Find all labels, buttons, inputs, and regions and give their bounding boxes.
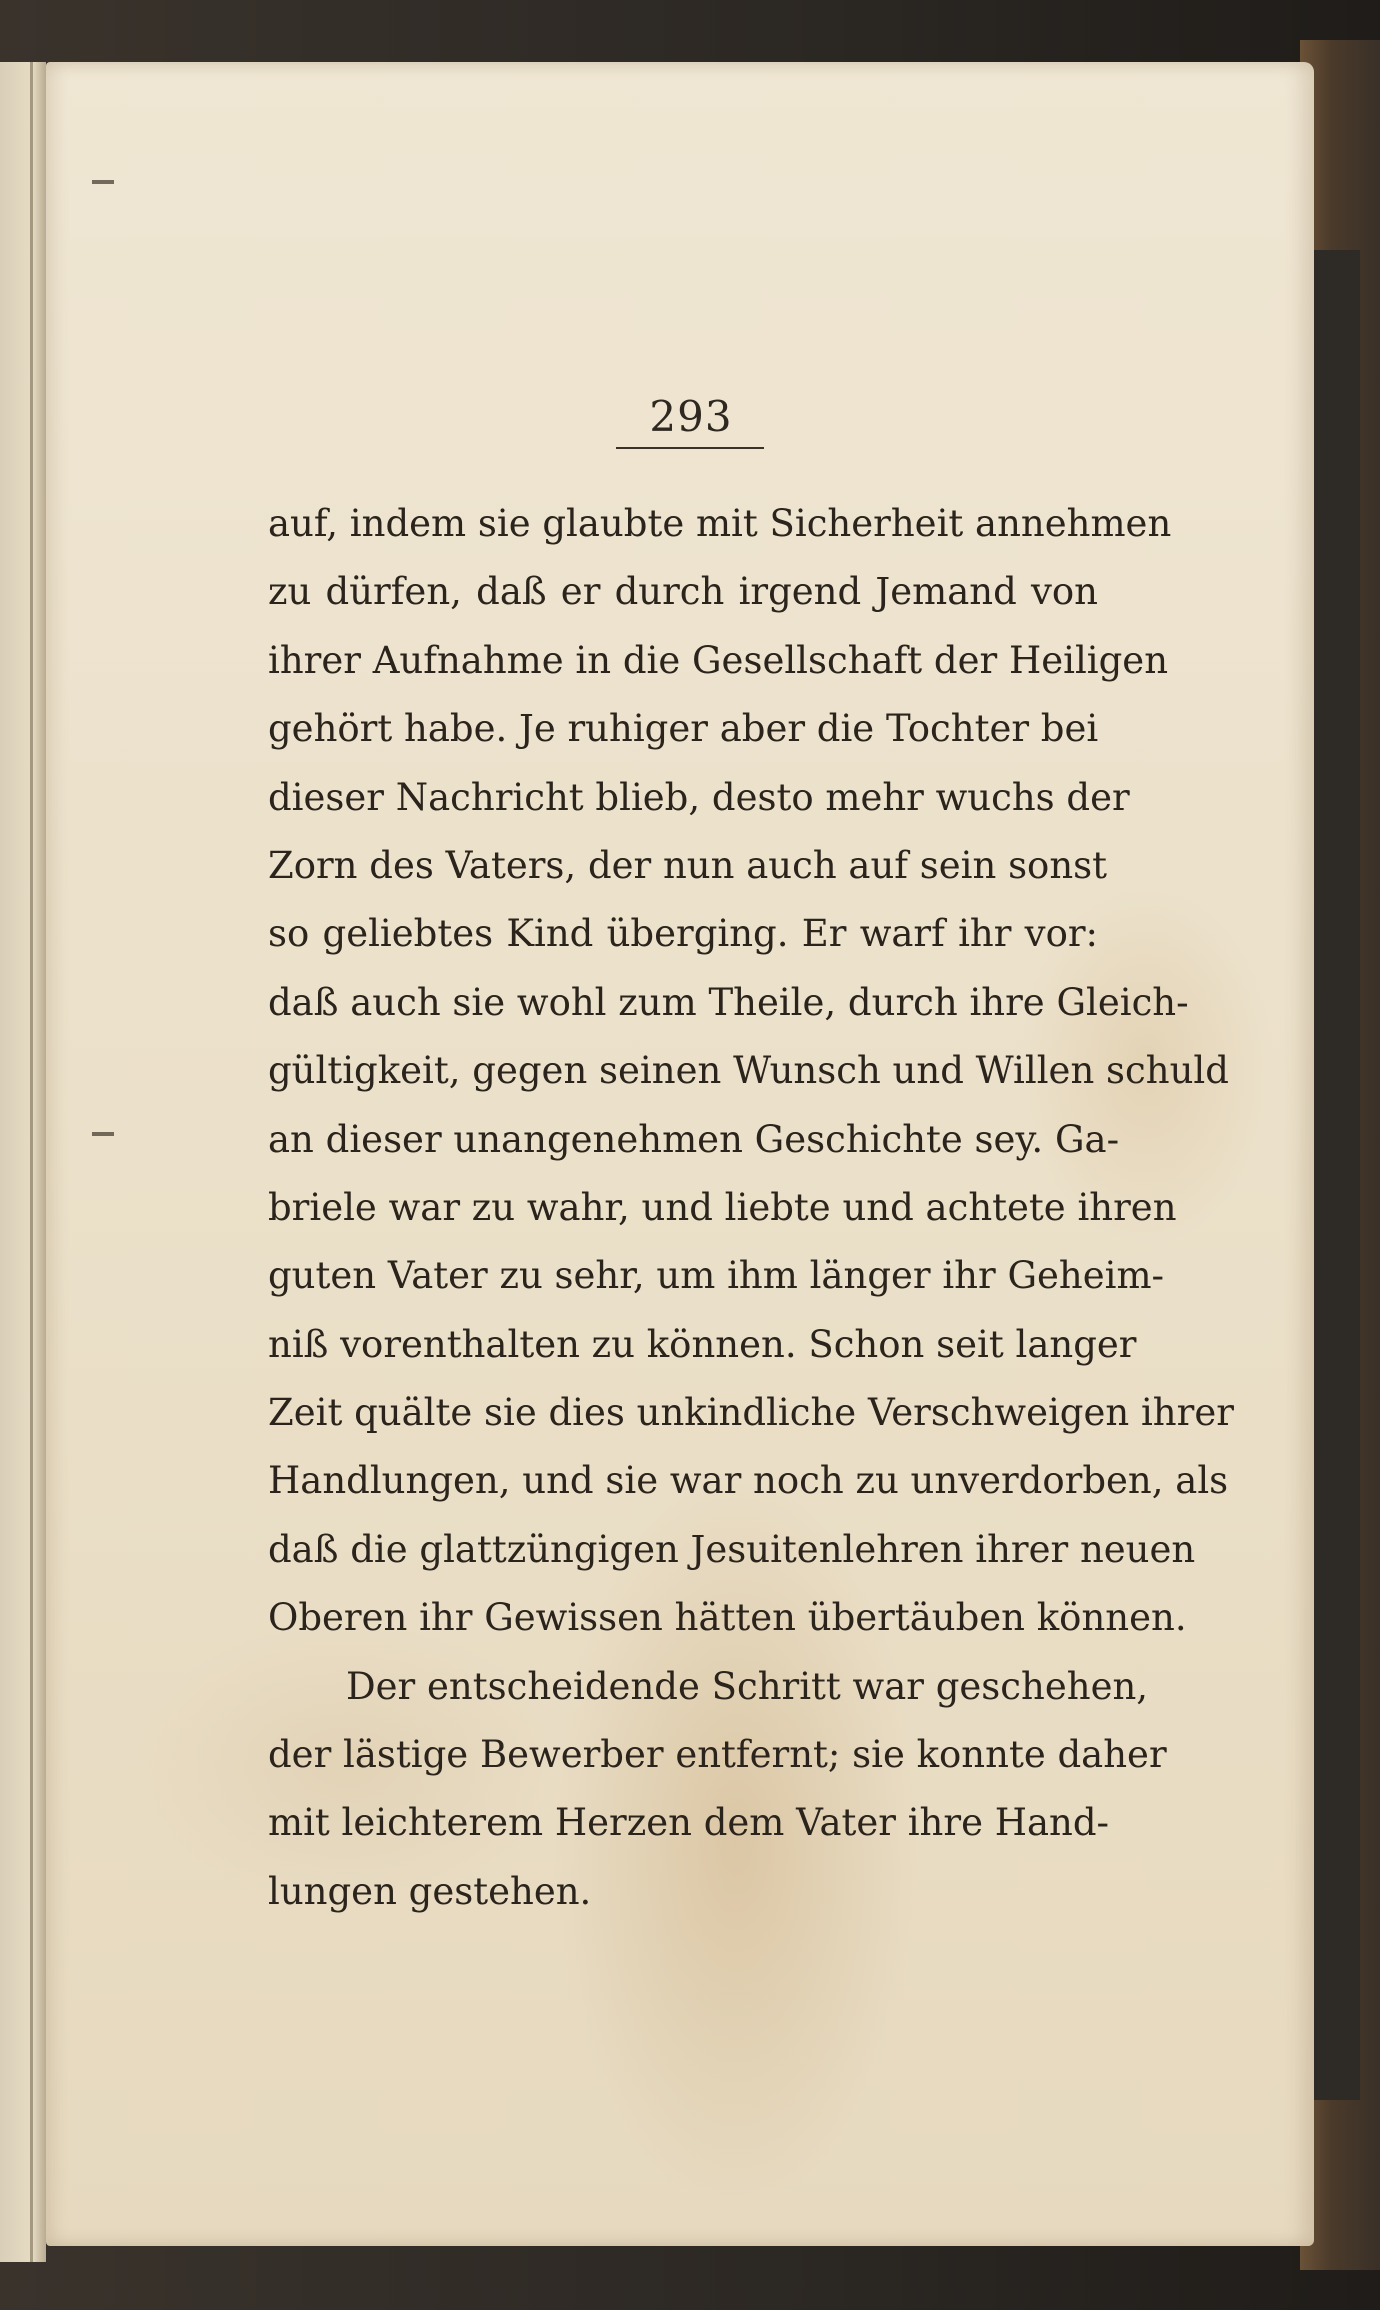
page-number: 293 (649, 392, 733, 441)
text-line: so geliebtes Kind überging. Er warf ihr vor: (268, 912, 1098, 956)
text-line: an dieser unangenehmen Geschichte sey. Ga- (268, 1117, 1120, 1161)
page-body (268, 490, 1234, 1926)
facing-page-edge (0, 62, 46, 2262)
text-line: Handlungen, und sie war noch zu unverdorben, als (268, 1459, 1229, 1503)
margin-mark (92, 1132, 114, 1136)
text-line: auf, indem sie glaubte mit Sicherheit annehmen (268, 502, 1172, 545)
text-line: Zorn des Vaters, der nun auch auf sein sonst (268, 843, 1108, 887)
text-line: Oberen ihr Gewissen hätten übertäuben können. (268, 1596, 1187, 1640)
text-line: gehört habe. Je ruhiger aber die Tochter bei (268, 707, 1099, 751)
text-line: daß die glattzüngigen Jesuitenlehren ihrer neuen (268, 1527, 1196, 1571)
text-line: zu dürfen, daß er durch irgend Jemand von (268, 570, 1098, 614)
text-line: niß vorenthalten zu können. Schon seit langer (268, 1322, 1137, 1366)
text-line: ihrer Aufnahme in die Gesellschaft der Heiligen (268, 638, 1169, 682)
text-line: lungen gestehen. (268, 1869, 592, 1913)
text-line: dieser Nachricht blieb, desto mehr wuchs der (268, 775, 1130, 819)
book-page (46, 62, 1314, 2246)
gutter-line (30, 62, 33, 2262)
text-line: guten Vater zu sehr, um ihm länger ihr Geheim- (268, 1254, 1165, 1298)
margin-mark (92, 180, 114, 184)
text-line: briele war zu wahr, und liebte und achtete ihren (268, 1185, 1177, 1229)
text-line: Zeit quälte sie dies unkindliche Verschweigen ihrer (268, 1391, 1234, 1435)
text-line: der lästige Bewerber entfernt; sie konnte daher (268, 1733, 1167, 1777)
paragraph-start-line: Der entscheidende Schritt war geschehen, (346, 1664, 1149, 1708)
text-line: mit leichterem Herzen dem Vater ihre Hand- (268, 1801, 1110, 1845)
page-number-rule (616, 447, 764, 449)
text-line: gültigkeit, gegen seinen Wunsch und Willen schuld (268, 1049, 1229, 1093)
text-line: daß auch sie wohl zum Theile, durch ihre Gleich- (268, 980, 1189, 1024)
